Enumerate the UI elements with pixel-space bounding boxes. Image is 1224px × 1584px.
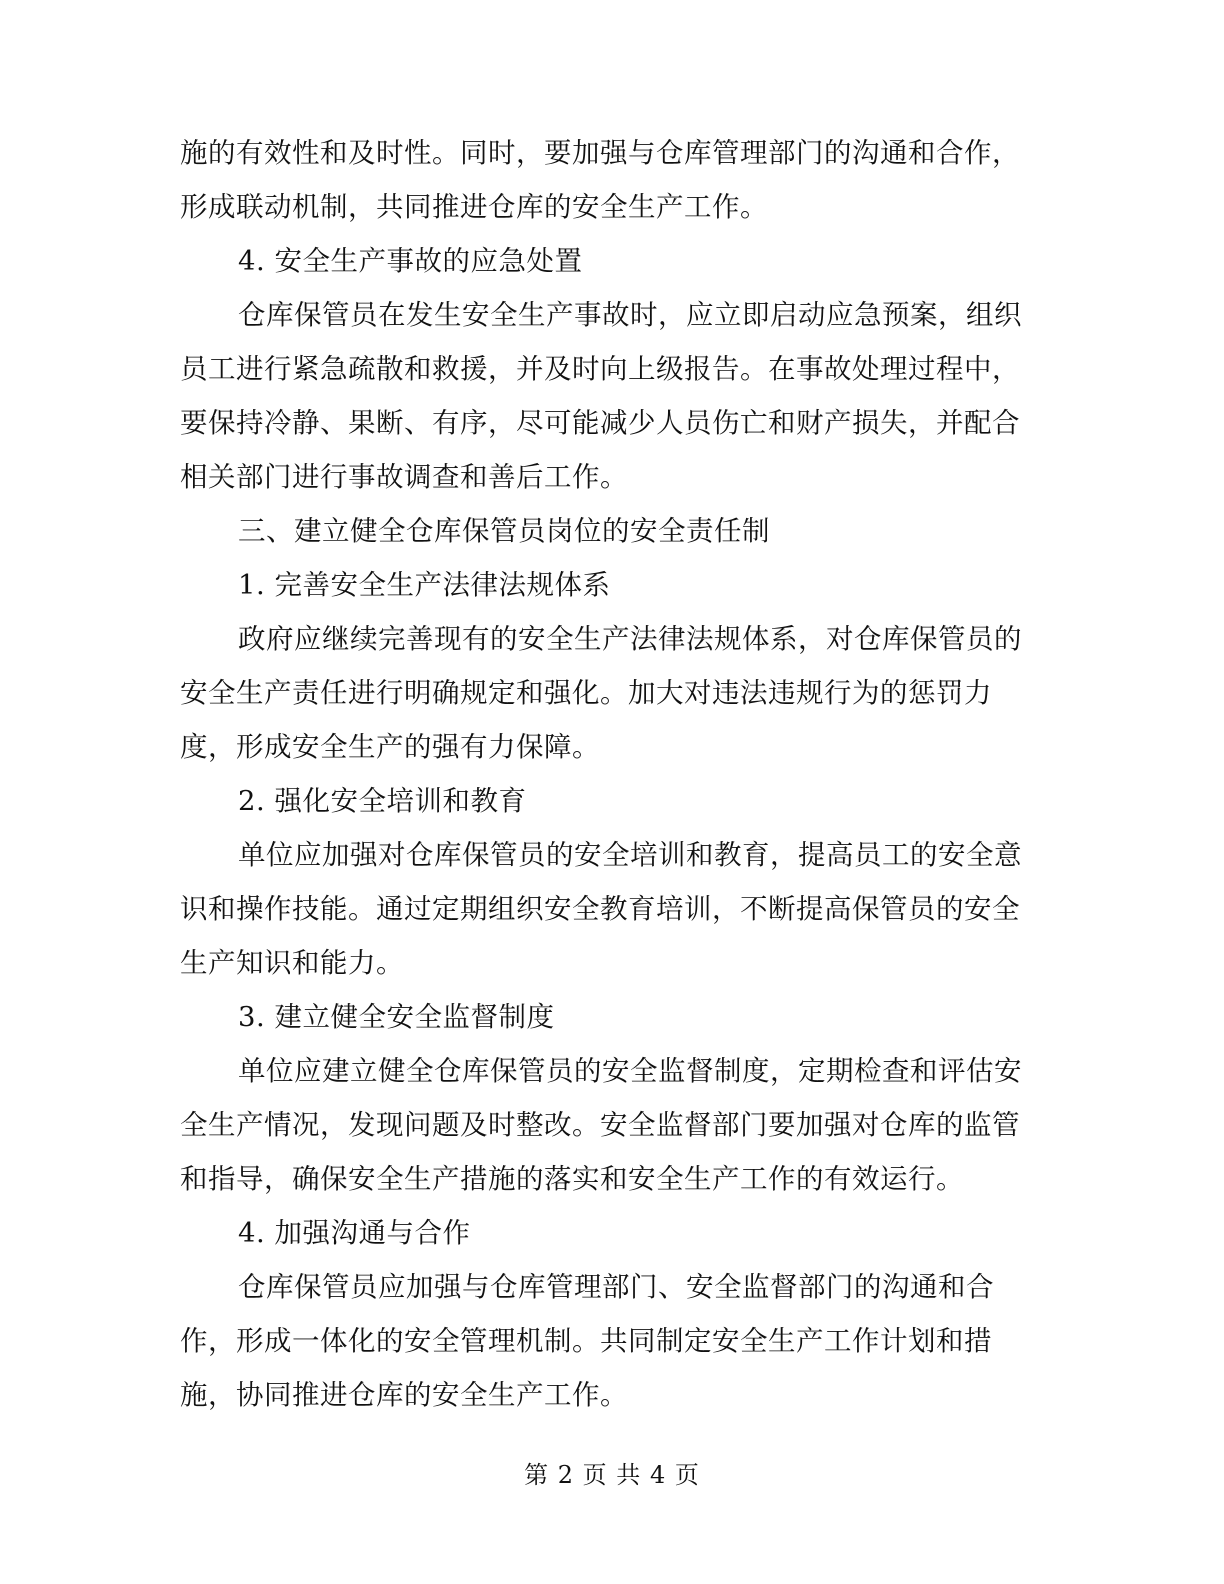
paragraph-line: 相关部门进行事故调查和善后工作。 <box>180 461 628 493</box>
paragraph-line: 识和操作技能。通过定期组织安全教育培训，不断提高保管员的安全 <box>180 893 1020 925</box>
section-heading: 2. 强化安全培训和教育 <box>238 785 527 817</box>
paragraph-line: 仓库保管员在发生安全生产事故时，应立即启动应急预案，组织 <box>238 299 1022 331</box>
paragraph-line: 仓库保管员应加强与仓库管理部门、安全监督部门的沟通和合 <box>238 1271 994 1303</box>
document-body <box>180 126 1040 1422</box>
paragraph-line: 生产知识和能力。 <box>180 947 404 979</box>
paragraph-line: 度，形成安全生产的强有力保障。 <box>180 731 600 763</box>
section-heading: 4. 安全生产事故的应急处置 <box>238 245 583 277</box>
paragraph-line: 施，协同推进仓库的安全生产工作。 <box>180 1379 628 1411</box>
paragraph-line: 和指导，确保安全生产措施的落实和安全生产工作的有效运行。 <box>180 1163 964 1195</box>
paragraph-line: 形成联动机制，共同推进仓库的安全生产工作。 <box>180 191 768 223</box>
paragraph-line: 政府应继续完善现有的安全生产法律法规体系，对仓库保管员的 <box>238 623 1022 655</box>
paragraph-line: 单位应加强对仓库保管员的安全培训和教育，提高员工的安全意 <box>238 839 1022 871</box>
page-number-footer: 第 2 页 共 4 页 <box>524 1461 700 1489</box>
section-heading: 3. 建立健全安全监督制度 <box>238 1001 555 1033</box>
paragraph-line: 单位应建立健全仓库保管员的安全监督制度，定期检查和评估安 <box>238 1055 1022 1087</box>
section-heading: 4. 加强沟通与合作 <box>238 1217 471 1249</box>
section-heading: 1. 完善安全生产法律法规体系 <box>238 569 611 601</box>
paragraph-line: 安全生产责任进行明确规定和强化。加大对违法违规行为的惩罚力 <box>180 677 992 709</box>
paragraph-line: 全生产情况，发现问题及时整改。安全监督部门要加强对仓库的监管 <box>180 1109 1020 1141</box>
paragraph-line: 作，形成一体化的安全管理机制。共同制定安全生产工作计划和措 <box>180 1325 992 1357</box>
paragraph-line: 施的有效性和及时性。同时，要加强与仓库管理部门的沟通和合作， <box>180 137 1020 169</box>
chapter-heading: 三、建立健全仓库保管员岗位的安全责任制 <box>238 515 770 547</box>
paragraph-line: 员工进行紧急疏散和救援，并及时向上级报告。在事故处理过程中， <box>180 353 1020 385</box>
paragraph-line: 要保持冷静、果断、有序，尽可能减少人员伤亡和财产损失，并配合 <box>180 407 1020 439</box>
